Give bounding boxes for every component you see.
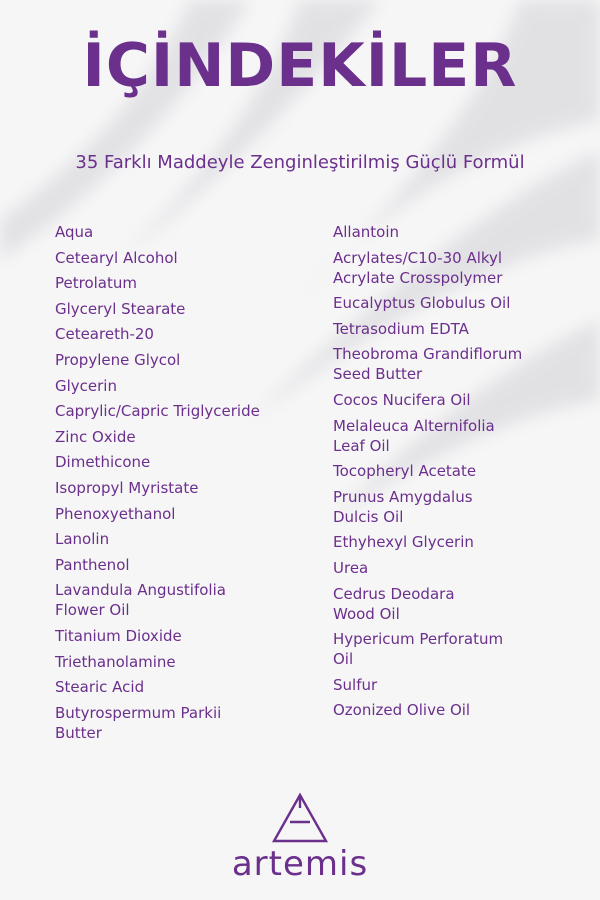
- ingredient-item: Allantoin: [333, 223, 400, 241]
- ingredient-item: Acrylates/C10-30 Alkyl Acrylate Crosspolymer: [333, 248, 503, 287]
- ingredient-item: Melaleuca Alternifolia Leaf Oil: [333, 416, 495, 455]
- ingredient-item: Propylene Glycol: [55, 350, 181, 369]
- brand-name: artemis: [231, 844, 369, 884]
- ingredient-item: Cocos Nucifera Oil: [333, 390, 471, 409]
- ingredient-item: Cetearyl Alcohol: [55, 248, 178, 267]
- ingredient-item: Cedrus Deodara Wood Oil: [333, 584, 455, 623]
- ingredient-item: Sulfur: [333, 675, 378, 694]
- ingredient-item: Tocopheryl Acetate: [333, 462, 477, 481]
- ingredient-item: Butyrospermum Parkii Butter: [55, 703, 222, 742]
- ingredient-item: Urea: [333, 558, 369, 577]
- ingredient-item: Ozonized Olive Oil: [333, 701, 471, 720]
- ingredient-item: Isopropyl Myristate: [55, 478, 199, 497]
- ingredient-item: Ceteareth-20: [55, 325, 154, 344]
- page-subtitle: 35 Farklı Maddeyle Zenginleştirilmiş Güçlü Formül: [75, 152, 525, 173]
- ingredient-item: Glyceryl Stearate: [55, 299, 186, 318]
- ingredients-list-left: [55, 222, 320, 748]
- ingredient-item: Glycerin: [55, 376, 117, 395]
- ingredient-item: Panthenol: [55, 555, 130, 574]
- triangle-logo-icon: [270, 792, 330, 844]
- ingredient-item: Phenoxyethanol: [55, 504, 176, 523]
- ingredient-item: Lanolin: [55, 530, 110, 549]
- ingredient-item: Dimethicone: [55, 453, 151, 472]
- ingredients-list-right: [333, 222, 583, 726]
- ingredient-item: Tetrasodium EDTA: [333, 319, 469, 338]
- ingredient-item: Theobroma Grandiflorum Seed Butter: [333, 345, 523, 384]
- page-title: İÇİNDEKİLER: [82, 31, 518, 101]
- ingredient-item: Prunus Amygdalus Dulcis Oil: [333, 487, 473, 526]
- ingredient-item: Hypericum Perforatum Oil: [333, 630, 504, 669]
- brand-logo: [0, 792, 600, 885]
- ingredient-item: Stearic Acid: [55, 678, 145, 697]
- ingredient-item: Petrolatum: [55, 274, 137, 293]
- ingredient-item: Ethyhexyl Glycerin: [333, 533, 474, 552]
- ingredient-item: Lavandula Angustifolia Flower Oil: [55, 581, 226, 620]
- ingredient-item: Zinc Oxide: [55, 427, 136, 446]
- ingredient-item: Triethanolamine: [55, 652, 176, 671]
- ingredient-item: Aqua: [55, 223, 94, 241]
- ingredient-item: Titanium Dioxide: [55, 626, 182, 645]
- ingredient-item: Eucalyptus Globulus Oil: [333, 294, 511, 313]
- ingredient-item: Caprylic/Capric Triglyceride: [55, 402, 260, 421]
